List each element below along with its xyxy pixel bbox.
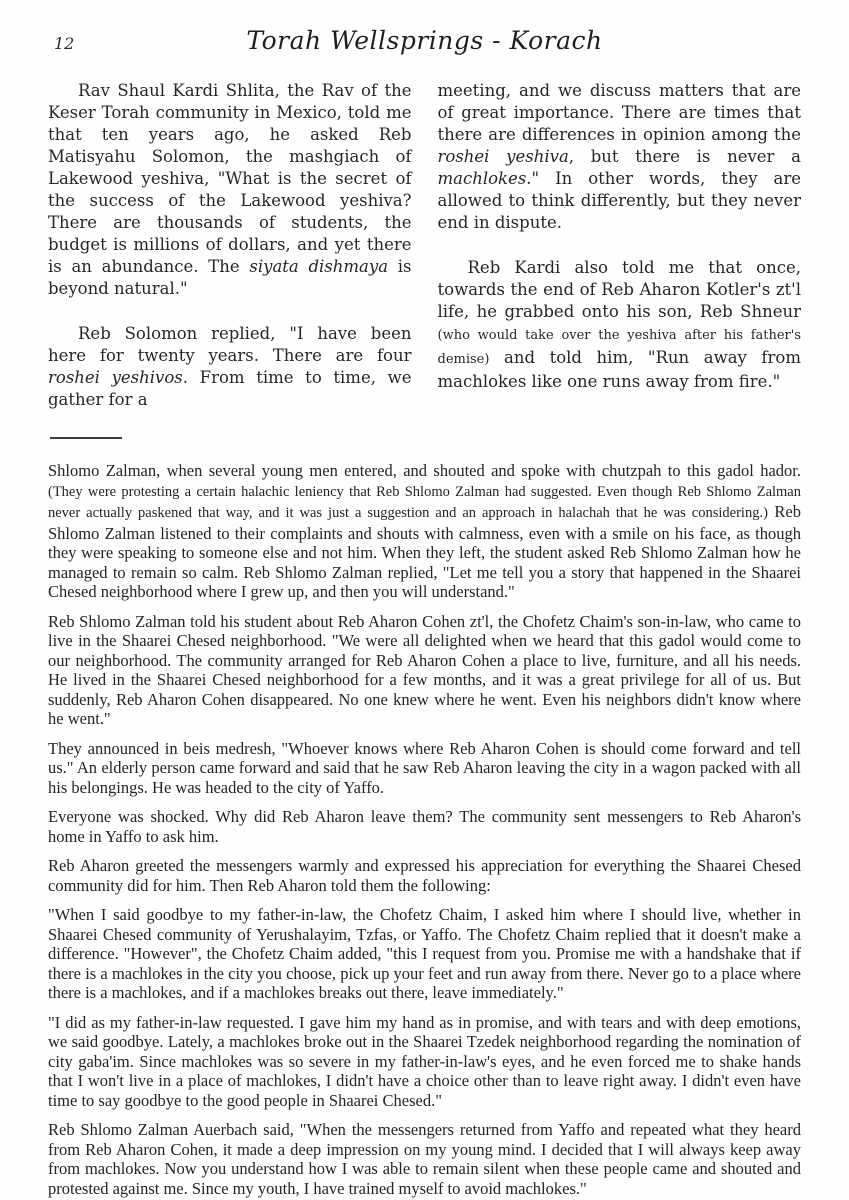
left-column: [48, 80, 412, 411]
small-parenthetical: (They were protesting a certain halachic leniency that Reb Shlomo Zalman had suggested. Even though Reb Shlomo Zalman never actually paskened that way, and it was just a suggestion and an approach in halachah that he was considering.): [48, 483, 801, 521]
italic-term: siyata dishmaya: [249, 257, 389, 276]
italic-term: machlokes: [437, 169, 527, 188]
footnote-section: [48, 461, 801, 1198]
text-segment: meeting, and we discuss matters that are of great importance. There are times that there are differences in opinion among the: [437, 81, 801, 144]
text-segment: and told him, "Run away from machlokes like one runs away from fire.": [437, 348, 801, 391]
main-text-columns: [48, 80, 801, 411]
small-parenthetical: (who would take over the yeshiva after his father's demise): [437, 328, 801, 367]
footnote-paragraph-8: Reb Shlomo Zalman Auerbach said, "When the messengers returned from Yaffo and repeated what they heard from Reb Aharon Cohen, it made a deep impression on my young mind. I decided that I will always keep away from machlokes. Now you understand how I was able to remain silent when these people came and shouted and protested against me. Since my youth, I have trained myself to avoid machlokes.": [48, 1120, 801, 1198]
page-header: [48, 26, 801, 66]
paragraph-right-2: [438, 257, 802, 393]
text-segment: Rav Shaul Kardi Shlita, the Rav of the Keser Torah community in Mexico, told me that ten years ago, he asked Reb Matisyahu Solomon, the mashgiach of Lakewood yeshiva, "What is the secret of the success of the Lakewood yeshiva? There are thousands of students, the budget is millions of dollars, and yet there is an abundance. The: [48, 81, 412, 276]
paragraph-left-1: [48, 80, 412, 300]
text-segment: , but there is never a: [568, 147, 801, 166]
footnote-paragraph-5: Reb Aharon greeted the messengers warmly and expressed his appreciation for everything the Shaarei Chesed community did for him. Then Reb Aharon told them the following:: [48, 856, 801, 895]
text-segment: Shlomo Zalman, when several young men entered, and shouted and spoke with chutzpah to this gadol hador.: [48, 461, 801, 480]
text-segment: Reb Solomon replied, "I have been here for twenty years. There are four: [48, 324, 412, 365]
footnote-paragraph-1: [48, 461, 801, 602]
page-title: Torah Wellsprings - Korach: [246, 26, 603, 55]
paragraph-right-1: [438, 80, 802, 234]
footnote-paragraph-2: Reb Shlomo Zalman told his student about Reb Aharon Cohen zt'l, the Chofetz Chaim's son-in-law, who came to live in the Shaarei Chesed neighborhood. "We were all delighted when we heard that this gadol would come to our neighborhood. The community arranged for Reb Aharon Cohen a place to live, furniture, and all his needs. He lived in the Shaarei Chesed neighborhood for a few months, and it was a great privilege for all of us. But suddenly, Reb Aharon Cohen disappeared. No one knew where he went. Even his neighbors didn't know where he went.": [48, 611, 801, 728]
text-segment: ." In other words, they are allowed to think differently, but they never end in dispute.: [437, 169, 801, 232]
page-number: 12: [54, 34, 75, 53]
footnote-paragraph-4: Everyone was shocked. Why did Reb Aharon leave them? The community sent messengers to Reb Aharon's home in Yaffo to ask him.: [48, 807, 801, 846]
right-column: [438, 80, 802, 411]
text-segment: is beyond natural.": [48, 257, 412, 298]
text-segment: Reb Kardi also told me that once, towards the end of Reb Aharon Kotler's zt'l life, he grabbed onto his son, Reb Shneur: [437, 258, 801, 321]
footnote-paragraph-3: They announced in beis medresh, "Whoever knows where Reb Aharon Cohen is should come forward and tell us." An elderly person came forward and said that he saw Reb Aharon leaving the city in a wagon packed with all his belongings. He was headed to the city of Yaffo.: [48, 738, 801, 797]
italic-term: roshei yeshivos: [48, 368, 183, 387]
text-segment: . From time to time, we gather for a: [48, 368, 412, 409]
footnote-separator-rule: [50, 437, 122, 439]
text-segment: Reb Shlomo Zalman listened to their complaints and shouts with calmness, even with a smile on his face, as though they were speaking to someone else and not him. When they left, the student asked Reb Shlomo Zalman how he managed to remain so calm. Reb Shlomo Zalman replied, "Let me tell you a story that happened in the Shaarei Chesed neighborhood where I grew up, and then you will understand.": [48, 502, 801, 601]
italic-term: roshei yeshiva: [437, 147, 569, 166]
paragraph-left-2: [48, 323, 412, 411]
footnote-paragraph-7: "I did as my father-in-law requested. I gave him my hand as in promise, and with tears and with deep emotions, we said goodbye. Lately, a machlokes broke out in the Shaarei Tzedek neighborhood regarding the nomination of city gaba'im. Since machlokes was so severe in my father-in-law's eyes, and he even forced me to shake hands that I won't live in a place of machlokes, I didn't have a choice other than to leave right away. I didn't even have time to say goodbye to the good people in Shaarei Chesed.": [48, 1012, 801, 1110]
footnote-paragraph-6: "When I said goodbye to my father-in-law, the Chofetz Chaim, I asked him where I should live, whether in Shaarei Chesed community of Yerushalayim, Tzfas, or Yaffo. The Chofetz Chaim replied that it doesn't make a difference. "However", the Chofetz Chaim added, "this I request from you. Promise me with a handshake that if there is a machlokes in the city you choose, pick up your feet and run away from there. Never go to a place where there is a machlokes, and if a machlokes breaks out there, leave immediately.": [48, 905, 801, 1002]
